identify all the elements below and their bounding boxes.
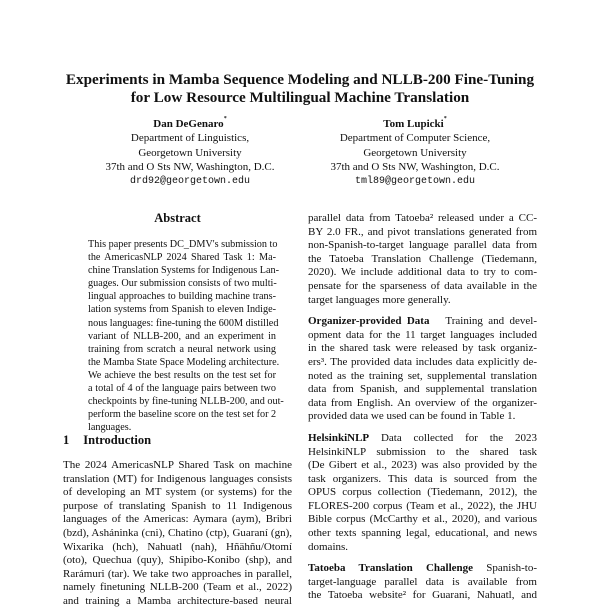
text-line: purpose of translating Spanish to 11 Indigenous <box>63 499 292 512</box>
author-block <box>70 117 310 189</box>
author-email[interactable]: tml89@georgetown.edu <box>354 175 476 187</box>
text-line: a total of 4 of the language pairs between two <box>88 383 276 395</box>
text-line: OPUS corpus collection (Tiedemann, 2012), the <box>308 486 537 499</box>
text-line: guages. Our submission consists of two multi- <box>88 278 277 290</box>
text-line: variant of NLLB-200, and an experiment in <box>88 330 276 342</box>
paragraph-organizer-data <box>308 315 537 424</box>
text-line: lation systems from Spanish to eleven Indige- <box>88 304 276 316</box>
title-line: Experiments in Mamba Sequence Modeling and NLLB-200 Fine-Tuning <box>65 71 535 88</box>
text-line: Rarámuri (tar). We take two approaches in parallel, <box>63 567 292 580</box>
text-line: FLORES-200 corpus (Team et al., 2022), the JHU <box>308 499 537 512</box>
text-fragment: Data collected for the 2023 <box>380 431 537 444</box>
author-dept: Department of Linguistics, <box>130 132 250 145</box>
text-line: We achieve the best results on the test set for <box>88 369 276 381</box>
text-line: chine Translation Systems for Indigenous Lan- <box>88 265 279 277</box>
text-line: the AmericasNLP 2024 Shared Task 1: Ma- <box>88 252 276 264</box>
text-line: and training a Mamba architecture-based neural <box>63 594 292 607</box>
text-fragment: Spanish-to- <box>486 562 538 575</box>
text-line: translation (MT) for Indigenous languages consists <box>63 472 292 485</box>
introduction-body <box>63 459 292 607</box>
paragraph-tatoeba <box>308 562 537 603</box>
text-line: languages of the Americas: Aymara (aym), Bribri <box>63 513 292 526</box>
author-name <box>70 117 310 131</box>
text-line: BY 2.0 FR., and pivot translations generated from <box>308 225 537 238</box>
text-line: domains. <box>308 540 349 553</box>
text-line: the Tatoeba website² for Guarani, Nahuatl, and <box>308 589 537 602</box>
author-mark: * <box>223 116 227 122</box>
text-line: Bible corpus (McCarthy et al., 2020), and various <box>308 513 537 526</box>
text-line: in the shared task were released by task organiz- <box>308 342 537 355</box>
author-block <box>295 117 535 189</box>
section-number: 1 <box>63 433 70 447</box>
text-line: languages. <box>88 422 132 434</box>
text-line: (bzd), Asháninka (cni), Chatino (ctp), Guaraní (gn), <box>63 526 292 539</box>
text-line: The 2024 AmericasNLP Shared Task on machine <box>63 459 292 471</box>
text-line: task organizers. This data is sourced from the <box>308 472 537 485</box>
paper-title <box>0 71 600 107</box>
text-line: pensate for the sparseness of data available in the <box>308 279 537 292</box>
text-line: parallel data from Tatoeba² released under a CC- <box>308 212 537 224</box>
text-line: of developing an MT system (or systems) for the <box>63 486 292 499</box>
text-line: HelsinkiNLP submission to the shared task <box>308 445 537 458</box>
text-line: (De Gibert et al., 2023) was also provided by the <box>308 459 537 472</box>
text-line: data from English. An overview of the organizer- <box>308 396 537 409</box>
paragraph <box>308 212 537 307</box>
text-line: training from scratch a neural network using <box>88 343 276 355</box>
author-mark: * <box>443 116 447 122</box>
paragraph-heading: Organizer-provided Data <box>308 315 430 328</box>
text-line: the Mamba State Space Modeling architecture. <box>88 356 280 368</box>
text-line: checkpoints by fine-tuning NLLB-200, and out- <box>88 396 284 408</box>
text-line <box>308 562 537 576</box>
text-line: opment data for the 11 target languages included <box>308 328 537 341</box>
author-univ: Georgetown University <box>363 146 467 159</box>
text-line: This paper presents DC_DMV's submission to <box>88 239 278 250</box>
author-email[interactable]: drd92@georgetown.edu <box>129 175 251 187</box>
text-fragment: Training and devel- <box>445 315 537 328</box>
text-line: perform the baseline score on the test set for 2 <box>88 409 277 421</box>
text-line: ers³. The provided data includes data explicitly de- <box>308 355 537 368</box>
author-address: 37th and O Sts NW, Washington, D.C. <box>330 161 500 174</box>
author-address: 37th and O Sts NW, Washington, D.C. <box>105 161 275 174</box>
author-dept: Department of Computer Science, <box>339 132 491 145</box>
abstract-heading: Abstract <box>154 211 201 225</box>
text-line <box>308 315 537 329</box>
section-heading-introduction <box>63 433 151 448</box>
text-line: provided data we used can be found in Table 1. <box>308 410 516 423</box>
title-line: for Low Resource Multilingual Machine Translation <box>130 89 470 106</box>
author-name <box>295 117 535 131</box>
author-univ: Georgetown University <box>138 146 242 159</box>
text-line: target-language parallel data is available from <box>308 575 537 588</box>
text-line: other texts spanning legal, educational, and news <box>308 527 537 540</box>
text-line: non-Spanish-to-target language parallel data from <box>308 239 537 252</box>
author-name-text: Tom Lupicki <box>383 118 444 130</box>
paragraph-helsinkinlp <box>308 432 537 554</box>
text-line: the Tatoeba Translation Challenge (Tiedemann, <box>308 252 537 265</box>
text-line: Wixarika (hch), Nahuatl (nah), Hñähñu/Otomí <box>63 540 292 553</box>
text-line: noted as the training set, supplemental translation <box>308 369 537 382</box>
text-line: 2020). We include additional data to try to com- <box>308 266 537 279</box>
abstract-body <box>88 238 284 434</box>
text-line <box>308 432 537 446</box>
text-line: lingual approaches to building machine trans- <box>88 291 276 303</box>
text-line: data from Spanish, and supplemental translation <box>308 383 537 396</box>
section-title: Introduction <box>83 433 152 447</box>
paragraph-heading: HelsinkiNLP <box>308 431 370 444</box>
text-line: nous languages: fine-tuning the 600M distilled <box>88 317 279 329</box>
paragraph-heading: Tatoeba Translation Challenge <box>308 562 474 575</box>
text-line: namely finetuning NLLB-200 (Team et al., 2022) <box>63 581 292 594</box>
text-line: target languages more generally. <box>308 293 451 306</box>
right-column <box>308 212 537 600</box>
author-name-text: Dan DeGenaro <box>153 118 224 130</box>
text-line: (oto), Quechua (quy), Shipibo-Konibo (shp), and <box>63 554 292 567</box>
